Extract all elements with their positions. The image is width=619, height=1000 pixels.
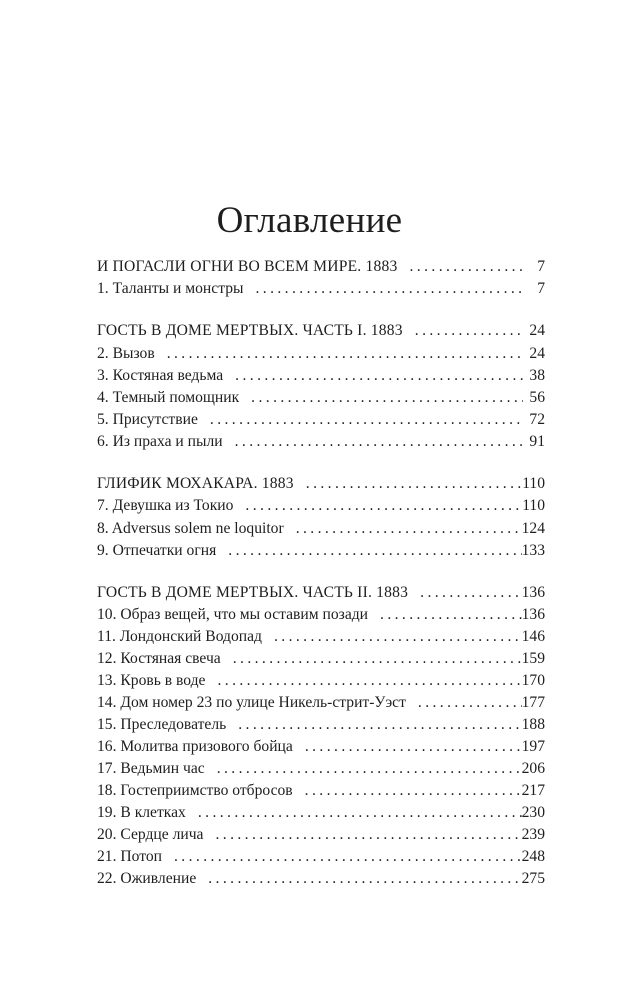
toc-chapter-label: 18. Гостеприимство отбросов (97, 782, 293, 799)
toc-chapter-entry[interactable] (97, 365, 545, 387)
toc-chapter-entry[interactable] (97, 824, 545, 846)
toc-page-number: 197 (521, 738, 545, 755)
toc-page-number: 275 (521, 870, 545, 887)
toc-chapter-entry[interactable] (97, 495, 545, 517)
toc-chapter-label: 19. В клетках (97, 804, 186, 821)
toc-chapter-entry[interactable] (97, 604, 545, 626)
toc-chapter-entry[interactable] (97, 409, 545, 431)
toc-chapter-entry[interactable] (97, 868, 545, 890)
toc-part-heading[interactable] (97, 256, 545, 278)
toc-chapter-label: 13. Кровь в воде (97, 672, 206, 689)
dot-leader (155, 343, 523, 365)
toc-page-number: 159 (521, 650, 545, 667)
toc-chapter-entry[interactable] (97, 518, 545, 540)
toc-chapter-entry[interactable] (97, 431, 545, 453)
toc-chapter-entry[interactable] (97, 343, 545, 365)
toc-chapter-entry[interactable] (97, 540, 545, 562)
dot-leader (205, 670, 521, 692)
dot-leader (368, 604, 522, 626)
toc-chapter-label: 10. Образ вещей, что мы оставим позади (97, 606, 369, 623)
toc-page-number: 170 (521, 672, 545, 689)
toc-page-number: 217 (521, 782, 545, 799)
toc-page-number: 136 (521, 606, 545, 623)
toc-chapter-entry[interactable] (97, 846, 545, 868)
toc-chapter-entry[interactable] (97, 648, 545, 670)
dot-leader (239, 387, 523, 409)
dot-leader (262, 626, 522, 648)
toc-page-number: 177 (521, 694, 545, 711)
toc-chapter-entry[interactable] (97, 670, 545, 692)
toc-part-label: И ПОГАСЛИ ОГНИ ВО ВСЕМ МИРЕ. 1883 (97, 258, 398, 275)
dot-leader (223, 365, 523, 387)
dot-leader (284, 518, 522, 540)
page-title: Оглавление (216, 199, 403, 241)
toc-chapter-label: 16. Молитва призового бойца (97, 738, 293, 755)
toc-chapter-entry[interactable] (97, 736, 545, 758)
toc-page-number: 110 (522, 475, 545, 492)
dot-leader (221, 648, 522, 670)
toc-page-number: 24 (529, 345, 545, 362)
dot-leader (186, 802, 522, 824)
dot-leader (203, 824, 521, 846)
toc-chapter-label: 2. Вызов (97, 345, 155, 362)
toc-chapter-label: 6. Из праха и пыли (97, 433, 223, 450)
dot-leader (162, 846, 522, 868)
toc-chapter-label: 11. Лондонский Водопад (97, 628, 262, 645)
toc-chapter-entry[interactable] (97, 714, 545, 736)
toc-chapter-label: 8. Adversus solem ne loquitor (97, 520, 284, 537)
toc-page-number: 38 (529, 367, 545, 384)
toc-chapter-label: 9. Отпечатки огня (97, 542, 217, 559)
toc-page-number: 239 (521, 826, 545, 843)
toc-page-number: 188 (521, 716, 545, 733)
toc-page-number: 72 (529, 411, 545, 428)
toc-chapter-label: 17. Ведьмин час (97, 760, 205, 777)
toc-page-number: 146 (521, 628, 545, 645)
toc-chapter-label: 3. Костяная ведьма (97, 367, 224, 384)
toc-part-heading[interactable] (97, 473, 545, 495)
toc-page-number: 230 (521, 804, 545, 821)
toc-page-number: 56 (529, 389, 545, 406)
toc-chapter-label: 12. Костяная свеча (97, 650, 221, 667)
toc-chapter-entry[interactable] (97, 780, 545, 802)
dot-leader (233, 495, 522, 517)
dot-leader (294, 473, 522, 495)
dot-leader (243, 278, 523, 300)
toc-chapter-entry[interactable] (97, 626, 545, 648)
toc-chapter-entry[interactable] (97, 802, 545, 824)
dot-leader (293, 780, 522, 802)
toc-page-number: 7 (537, 280, 545, 297)
toc-chapter-entry[interactable] (97, 387, 545, 409)
toc-page-number: 133 (521, 542, 545, 559)
dot-leader (403, 320, 523, 342)
toc-chapter-label: 21. Потоп (97, 848, 162, 865)
toc-part-heading[interactable] (97, 582, 545, 604)
toc-part-heading[interactable] (97, 320, 545, 342)
toc-chapter-entry[interactable] (97, 692, 545, 714)
dot-leader (216, 540, 521, 562)
toc-page-number: 110 (522, 497, 545, 514)
toc-page-number: 206 (521, 760, 545, 777)
toc-page-number: 91 (529, 433, 545, 450)
toc-chapter-entry[interactable] (97, 278, 545, 300)
toc-chapter-entry[interactable] (97, 758, 545, 780)
dot-leader (196, 868, 521, 890)
toc-chapter-label: 7. Девушка из Токио (97, 497, 234, 514)
dot-leader (408, 582, 521, 604)
toc-chapter-label: 4. Темный помощник (97, 389, 240, 406)
dot-leader (398, 256, 524, 278)
dot-leader (198, 409, 523, 431)
dot-leader (226, 714, 521, 736)
toc-chapter-label: 15. Преследователь (97, 716, 227, 733)
toc-chapter-label: 5. Присутствие (97, 411, 198, 428)
dot-leader (205, 758, 522, 780)
toc-chapter-label: 22. Оживление (97, 870, 197, 887)
toc-page-number: 136 (521, 584, 545, 601)
dot-leader (223, 431, 523, 453)
toc-chapter-label: 1. Таланты и монстры (97, 280, 244, 297)
toc-page-number: 7 (537, 258, 545, 275)
toc-part-label: ГЛИФИК МОХАКАРА. 1883 (97, 475, 294, 492)
toc-chapter-label: 20. Сердце лича (97, 826, 204, 843)
toc-page-number: 24 (529, 322, 545, 339)
dot-leader (406, 692, 522, 714)
toc-page-number: 248 (521, 848, 545, 865)
toc-part-label: ГОСТЬ В ДОМЕ МЕРТВЫХ. ЧАСТЬ II. 1883 (97, 584, 409, 601)
toc-page-number: 124 (521, 520, 545, 537)
toc-chapter-label: 14. Дом номер 23 по улице Никель-стрит-Уэст (97, 694, 406, 711)
toc-part-label: ГОСТЬ В ДОМЕ МЕРТВЫХ. ЧАСТЬ I. 1883 (97, 322, 403, 339)
dot-leader (293, 736, 522, 758)
